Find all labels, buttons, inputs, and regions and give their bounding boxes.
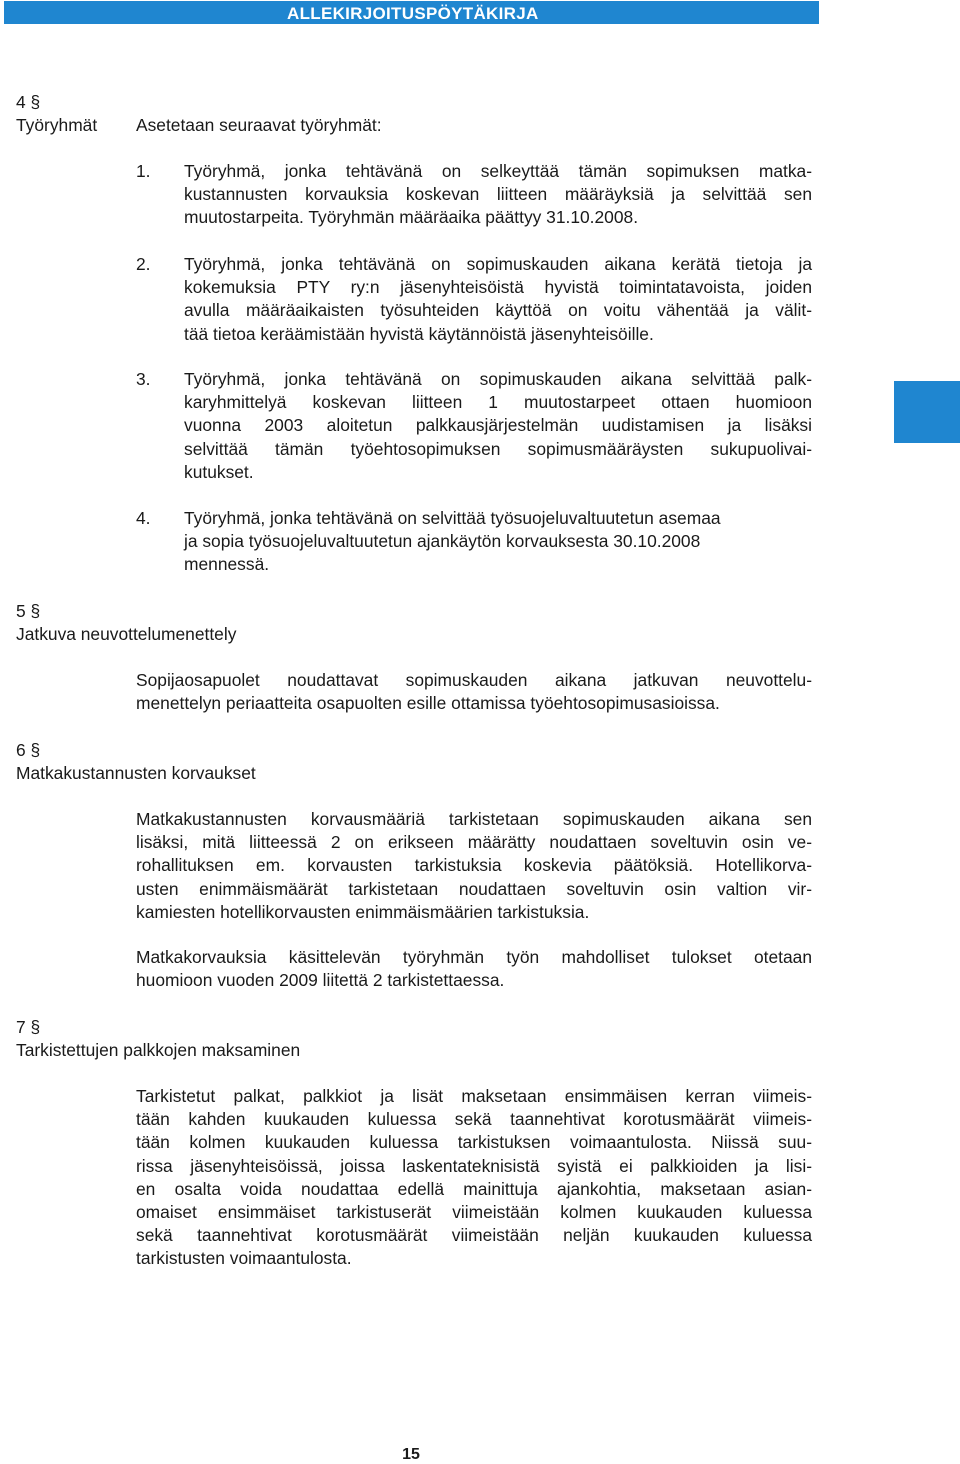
list-item-3: Työryhmä, jonka tehtävänä on sopimuskauden aikana selvittää palk- karyhmittelyä koskevan liitteen 1 muutostarpeet ottaen huomioon vuonna 2003 aloitetun palkkausjärjestelmän uudistamisen ja lisäksi selvittää tämän työehtosopimuksen sopimusmääräysten sukupuolivai- kutukset. [184,369,812,482]
header-bar [4,1,819,24]
side-tab-marker [894,381,960,443]
section-6-title: Matkakustannusten korvaukset [16,763,256,783]
list-item-number: 3. [136,369,151,389]
section-6-number: 6 § [16,740,41,760]
section-7-number: 7 § [16,1017,41,1037]
section-4-intro: Asetetaan seuraavat työryhmät: [136,115,382,135]
list-item-4: Työryhmä, jonka tehtävänä on selvittää työsuojeluvaltuutetun asemaa ja sopia työsuojeluvaltuutetun ajankäytön korvauksesta 30.10.2008 mennessä. [184,508,721,575]
list-item-number: 1. [136,161,151,181]
list-item-2: Työryhmä, jonka tehtävänä on sopimuskauden aikana kerätä tietoja ja kokemuksia PTY ry:n jäsenyhteisöistä hyvistä toimintatavoista, joiden avulla määräaikaisten työsuhteiden käyttöä on voitu vähentää ja välit- tää tietoa keräämistään hyvistä käytännöistä jäsenyhteisöille. [184,254,812,344]
document-title: ALLEKIRJOITUSPÖYTÄKIRJA [287,4,539,23]
section-5-number: 5 § [16,601,41,621]
section-6-paragraph-2: Matkakorvauksia käsittelevän työryhmän työn mahdolliset tulokset otetaan huomioon vuoden 2009 liitettä 2 tarkistettaessa. [136,947,812,991]
page-number: 15 [402,1446,420,1463]
section-7-paragraph: Tarkistetut palkat, palkkiot ja lisät maksetaan ensimmäisen kerran viimeis- tään kahden kuukauden kuluessa sekä taannehtivat korotusmäärät viimeis- tään kolmen kuukauden kuluessa tarkistuksen voimaantulosta. Niissä suu- rissa jäsenyhteisöissä, joissa laskentateknisistä syistä ei palkkioiden ja lisi- en osalta voida noudattaa edellä mainittuja ajankohtia, maksetaan asian- omaiset ensimmäiset tarkistuserät viimeistään kolmen kuukauden kuluessa sekä taannehtivat korotusmäärät viimeistään neljän kuukauden kuluessa tarkistusten voimaantulosta. [136,1086,812,1269]
section-5-title: Jatkuva neuvottelumenettely [16,624,237,644]
section-4-number: 4 § [16,92,41,112]
section-6-paragraph-1: Matkakustannusten korvausmääriä tarkistetaan sopimuskauden aikana sen lisäksi, mitä liitteessä 2 on erikseen määrätty noudattaen soveltuvin osin ve- rohallituksen em. korvausten tarkistuksia koskevia päätöksiä. Hotellikorva- usten enimmäismäärät tarkistetaan noudattaen soveltuvin osin valtion vir- kamiesten hotellikorvausten enimmäismäärien tarkistuksia. [136,809,812,922]
list-item-number: 2. [136,254,151,274]
list-item-number: 4. [136,508,151,528]
section-4-title: Työryhmät [16,115,98,135]
list-item-1: Työryhmä, jonka tehtävänä on selkeyttää tämän sopimuksen matka- kustannusten korvauksia koskevan liitteen määräyksiä ja selvittää sen muutostarpeita. Työryhmän määräaika päättyy 31.10.2008. [184,161,812,228]
section-5-paragraph: Sopijaosapuolet noudattavat sopimuskauden aikana jatkuvan neuvottelu- menettelyn periaatteita osapuolten esille ottamissa työehtosopimusasioissa. [136,670,812,714]
section-7-title: Tarkistettujen palkkojen maksaminen [16,1040,301,1060]
